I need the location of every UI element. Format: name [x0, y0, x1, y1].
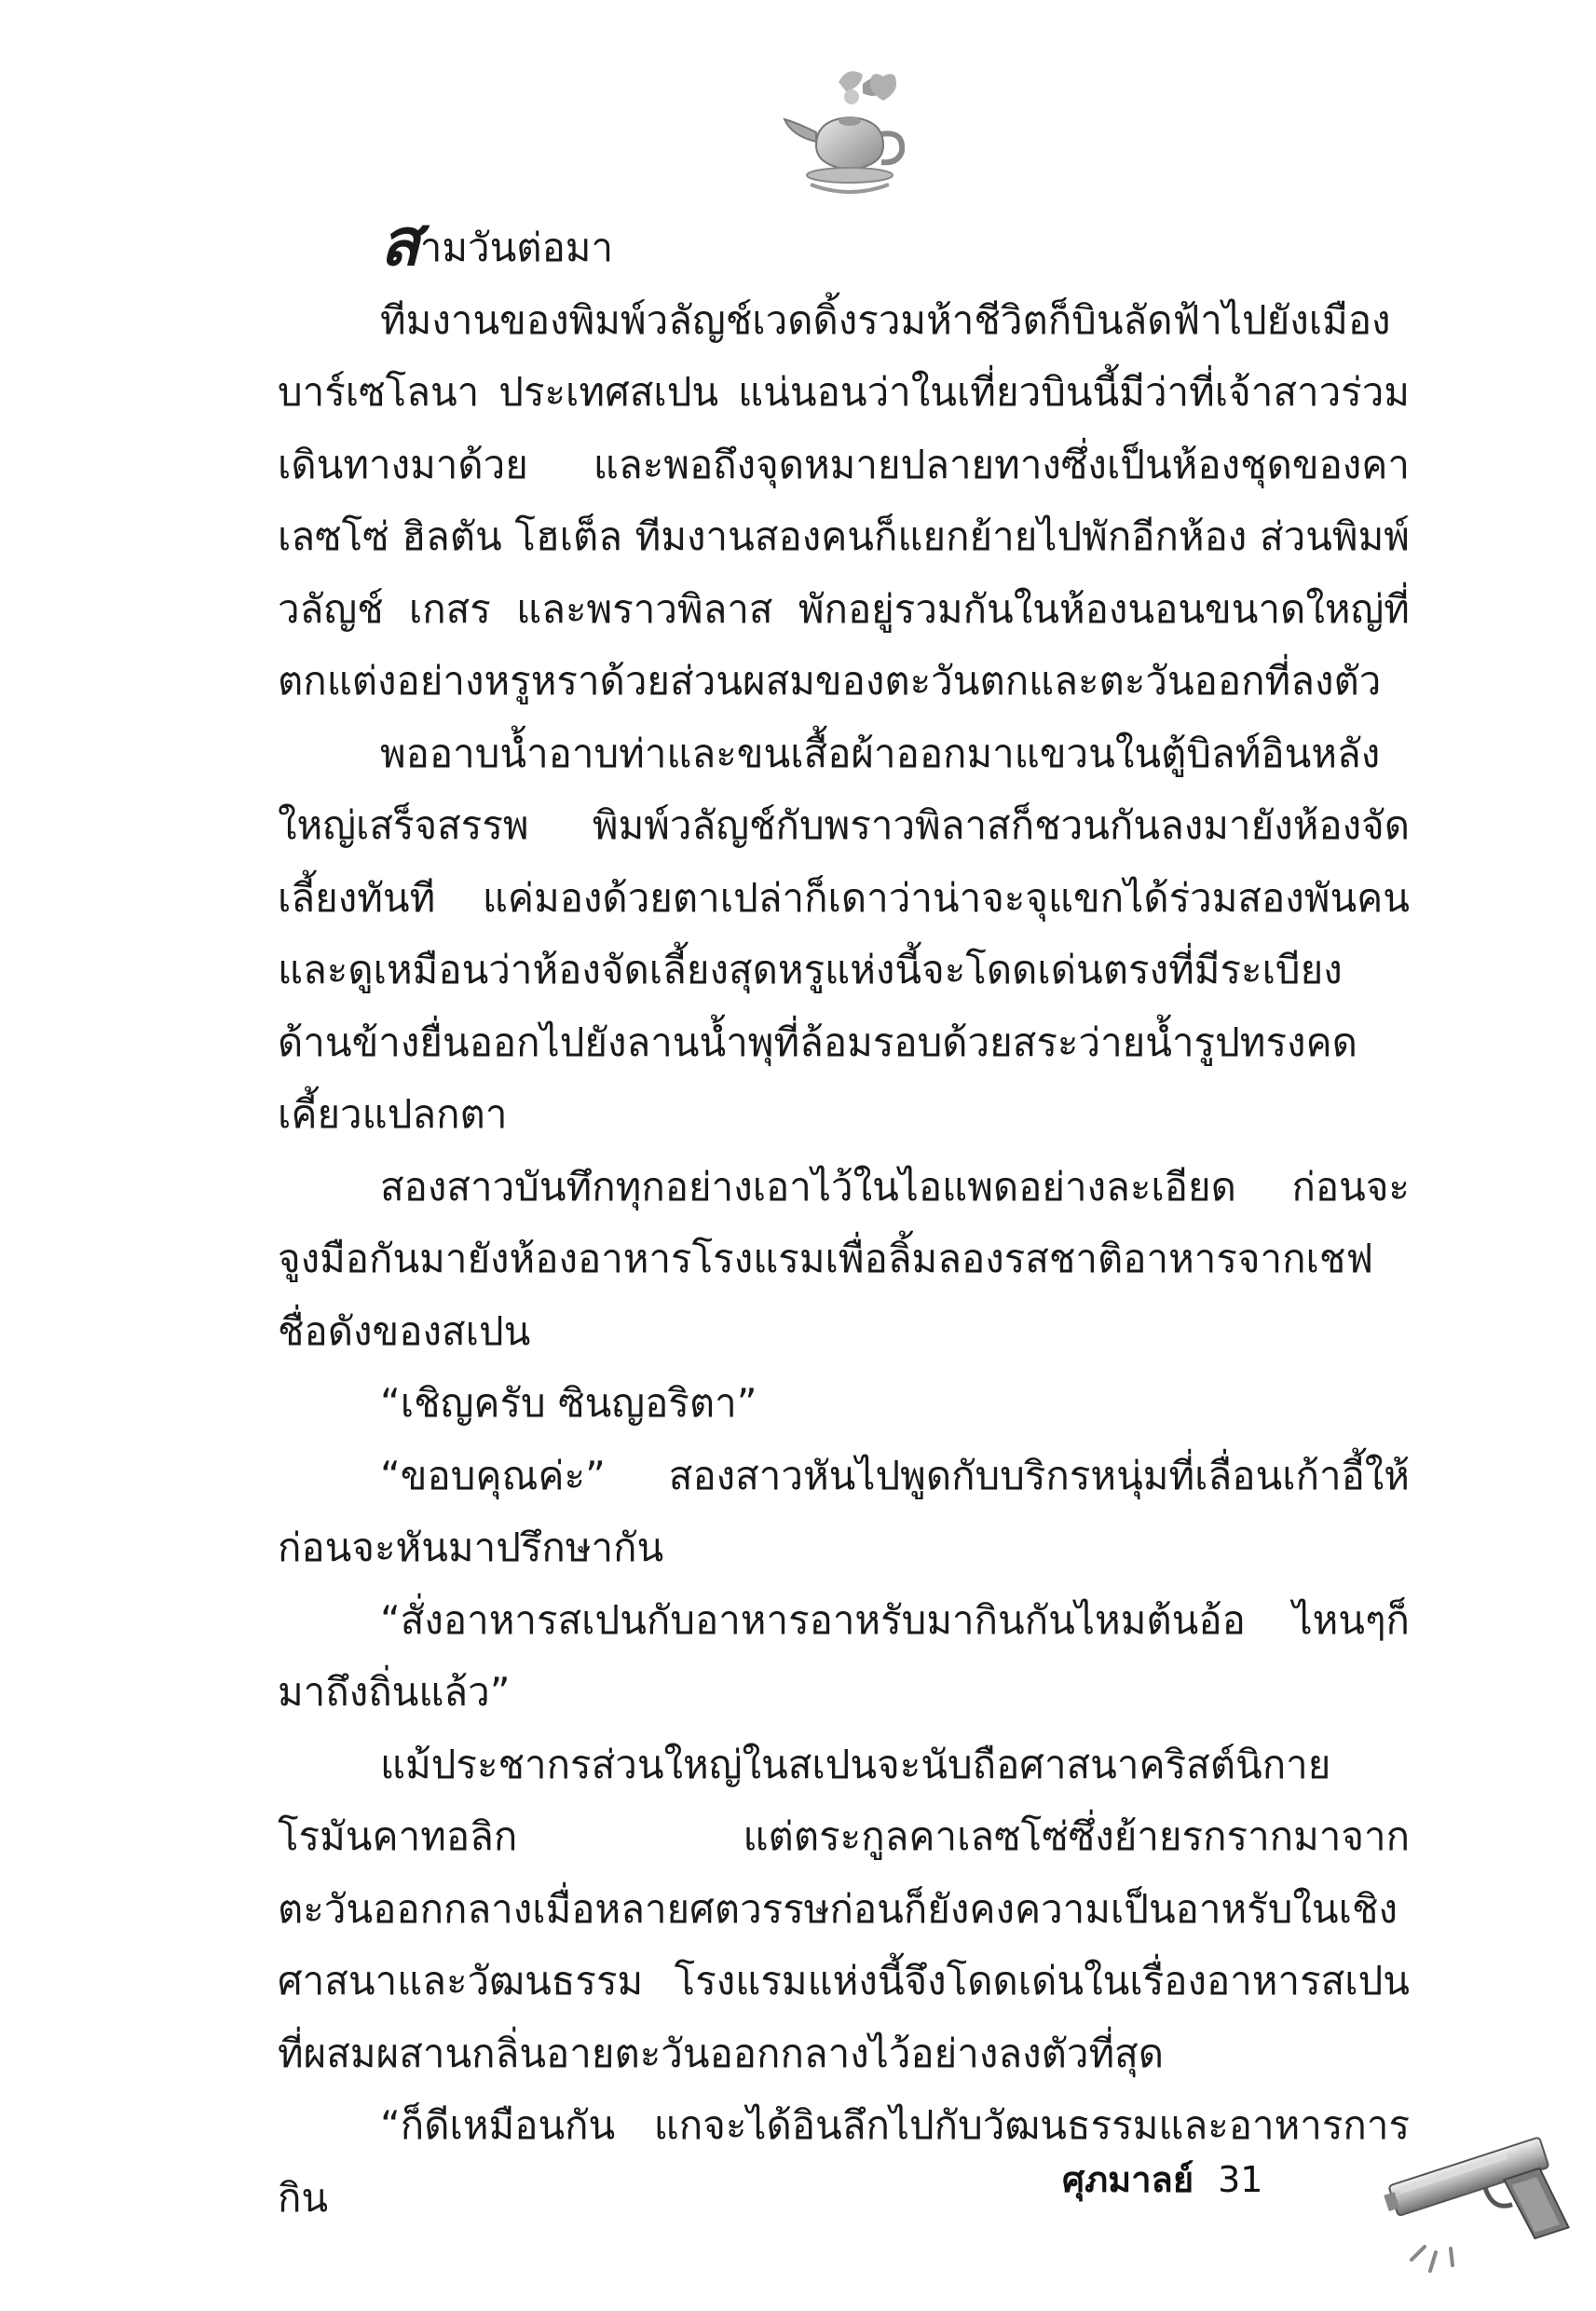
dialogue-line: “เชิญครับ ซินญอริตา”	[380, 1380, 757, 1426]
dialogue-line: “สั่งอาหารสเปนกับอาหารอาหรับมากินกันไหมต้นอ้อ ไหนๆก็มาถึงถิ่นแล้ว”	[278, 1596, 1410, 1715]
paragraph: สองสาวบันทึกทุกอย่างเอาไว้ในไอแพดอย่างละเอียด ก่อนจะจูงมือกันมายังห้องอาหารโรงแรมเพื่อลิ้มลองรสชาติอาหารจากเชฟชื่อดังของสเปน	[278, 1163, 1410, 1354]
cupid-teapot-ornament-icon	[773, 56, 922, 205]
dialogue-line: “ขอบคุณค่ะ” สองสาวหันไปพูดกับบริกรหนุ่มที่เลื่อนเก้าอี้ให้ก่อนจะหันมาปรึกษากัน	[278, 1452, 1410, 1570]
pistol-icon	[1374, 2101, 1589, 2288]
paragraph: แม้ประชากรส่วนใหญ่ในสเปนจะนับถือศาสนาคริสต์นิกายโรมันคาทอลิก แต่ตระกูลคาเลซโซ่ซึ่งย้ายรกรากมาจากตะวันออกกลางเมื่อหลายศตวรรษก่อนก็ยังคงความเป็นอาหรับในเชิงศาสนาและวัฒนธรรม โรงแรมแห่งนี้จึงโดดเด่นในเรื่องอาหารสเปนที่ผสมผสานกลิ่นอายตะวันออกกลางไว้อย่างลงตัวที่สุด	[278, 1741, 1410, 2076]
page-footer	[1062, 2151, 1262, 2208]
author-name: ศุภมาลย์	[1062, 2159, 1194, 2200]
paragraph: ทีมงานของพิมพ์วลัญช์เวดดิ้งรวมห้าชีวิตก็บินลัดฟ้าไปยังเมืองบาร์เซโลนา ประเทศสเปน แน่นอนว่าในเที่ยวบินนี้มีว่าที่เจ้าสาวร่วมเดินทางมาด้วย และพอถึงจุดหมายปลายทางซึ่งเป็นห้องชุดของคาเลซโซ่ ฮิลตัน โฮเต็ล ทีมงานสองคนก็แยกย้ายไปพักอีกห้อง ส่วนพิมพ์วลัญช์ เกสร และพราวพิลาส พักอยู่รวมกันในห้องนอนขนาดใหญ่ที่ตกแต่งอย่างหรูหราด้วยส่วนผสมของตะวันตกและตะวันออกที่ลงตัว	[278, 296, 1410, 704]
drop-cap: ส	[380, 204, 420, 280]
page-number: 31	[1218, 2159, 1263, 2200]
heading-text: ามวันต่อมา	[419, 225, 614, 270]
paragraph: พออาบน้ำอาบท่าและขนเสื้อผ้าออกมาแขวนในตู้บิลท์อินหลังใหญ่เสร็จสรรพ พิมพ์วลัญช์กับพราวพิลาสก็ชวนกันลงมายังห้องจัดเลี้ยงทันที แค่มองด้วยตาเปล่าก็เดาว่าน่าจะจุแขกได้ร่วมสองพันคน และดูเหมือนว่าห้องจัดเลี้ยงสุดหรูแห่งนี้จะโดดเด่นตรงที่มีระเบียงด้านข้างยื่นออกไปยังลานน้ำพุที่ล้อมรอบด้วยสระว่ายน้ำรูปทรงคดเคี้ยวแปลกตา	[278, 730, 1410, 1137]
chapter-text	[278, 204, 1410, 2234]
dialogue-line: “ก็ดีเหมือนกัน แกจะได้อินลึกไปกับวัฒนธรรมและอาหารการกิน	[278, 2102, 1410, 2221]
section-heading	[278, 204, 1410, 284]
